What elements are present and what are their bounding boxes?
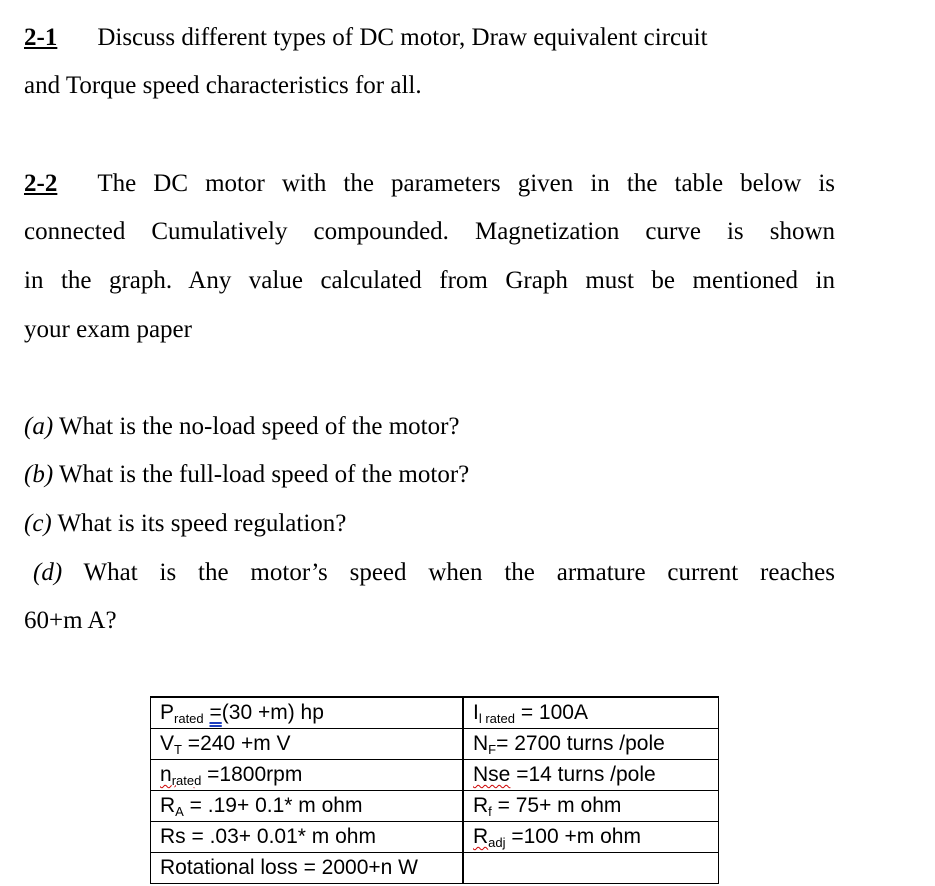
param-rs: Rs = .03+ 0.01* m ohm [151,822,464,853]
table-row [151,853,719,884]
param-vt: $V_T =240 +m$ V [151,729,464,760]
part-b [24,460,835,490]
q2-text: The DC motor with the parameters given in the table below is [97,170,835,197]
part-a-text: What is the no-load speed of the motor? [53,413,460,440]
q2-number: 2-2 [24,170,58,197]
part-c-label: (c) [24,510,52,537]
q1-line1 [24,23,835,53]
param-ra: $R_A = .19+ 0.1*$ m ohm [151,791,464,822]
part-a [24,412,835,442]
part-b-text: What is the full-load speed of the motor? [53,461,470,488]
q1-line2: and Torque speed characteristics for all. [24,72,422,99]
q2-line3: in the graph. Any value calculated from Graph must be mentioned in [24,267,835,294]
q2-line4: your exam paper [24,316,192,343]
table-row [151,729,719,760]
table-row [151,791,719,822]
param-nf: $N_F= 2700$ turns /pole [463,729,719,760]
part-b-label: (b) [24,461,54,488]
q2-line2: connected Cumulatively compounded. Magnetization curve is shown [24,218,835,245]
part-d-text: What is the motor’s speed when the armature current reaches [62,559,835,586]
param-n-rated: $n_{rated} =1800rpm$ [151,760,464,791]
q1-text: Discuss different types of DC motor, Draw equivalent circuit [97,24,708,51]
param-rotational-loss: Rotational loss = 2000+n W [151,853,464,884]
param-radj: $R_{adj} =100 +m$ ohm [463,822,719,853]
param-p-rated: $P_{rated} =(30 +m)$ hp [151,697,464,729]
param-il-rated: $I_{l rated} = 100A$ [463,697,719,729]
param-nse: Nse =14 turns /pole [463,760,719,791]
table-row [151,822,719,853]
part-c-text: What is its speed regulation? [51,510,347,537]
param-empty [463,853,719,884]
q1-number: 2-1 [24,24,58,51]
part-d-label: (d) [33,559,63,586]
part-d [33,558,835,588]
part-d-line2: 60+m A? [24,607,117,634]
table-row [151,760,719,791]
q2-line1 [24,169,835,199]
table-row [151,697,719,729]
part-c [24,509,835,539]
part-a-label: (a) [24,413,54,440]
parameter-table [150,696,719,884]
param-rf: $R_f = 75+ m$ ohm [463,791,719,822]
